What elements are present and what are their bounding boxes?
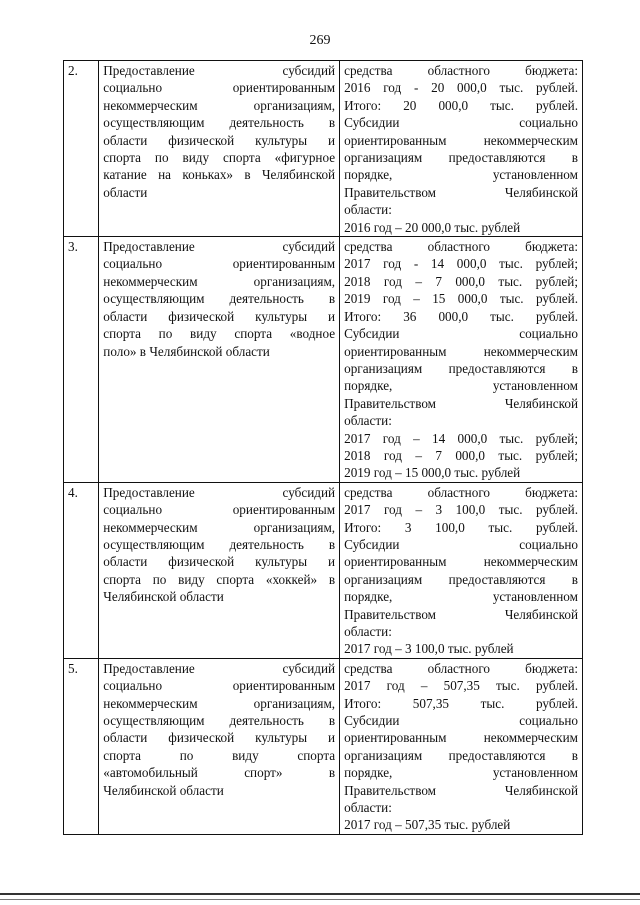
event-description-line: некоммерческим организациям, (103, 97, 336, 113)
row-number-cell (64, 482, 99, 658)
funding-line: Итого: 20 000,0 тыс. рублей. (344, 97, 578, 113)
table-row (64, 61, 583, 237)
table-row (64, 237, 583, 483)
event-description-line: области физической культуры и (103, 554, 336, 570)
row-number-cell (64, 658, 99, 834)
bottom-rule-thin (0, 899, 640, 900)
table-row (64, 482, 583, 658)
funding-line: Правительством Челябинской (344, 395, 578, 411)
event-description-line: социально ориентированным (103, 80, 336, 96)
event-description-line: катание на коньках» в Челябинской (103, 167, 336, 183)
funding-line: 2017 год – 507,35 тыс. рублей. (344, 678, 578, 694)
event-description-line: Предоставление субсидий (103, 484, 336, 500)
funding-line: Итого: 36 000,0 тыс. рублей. (344, 308, 578, 324)
event-description-cell (99, 237, 340, 483)
event-description-line: Челябинской области (103, 589, 224, 605)
event-description-line: «автомобильный спорт» в (103, 765, 336, 781)
event-description-line: спорта по виду спорта «фигурное (103, 150, 336, 166)
funding-line: Субсидии социально (344, 713, 578, 729)
funding-line: Правительством Челябинской (344, 606, 578, 622)
row-number: 3. (68, 239, 78, 255)
subsidy-table (63, 60, 583, 835)
funding-line: области: (344, 624, 392, 639)
funding-line: 2018 год – 7 000,0 тыс. рублей; (344, 447, 578, 463)
event-description-line: области (103, 184, 148, 200)
funding-cell (340, 658, 583, 834)
funding-line: 2019 год – 15 000,0 тыс. рублей (344, 465, 521, 481)
event-description-line: спорта по виду спорта (103, 747, 336, 763)
row-number: 2. (68, 63, 78, 78)
event-description-line: социально ориентированным (103, 502, 336, 518)
funding-line: 2017 год – 3 100,0 тыс. рублей. (344, 502, 578, 518)
table-row (64, 658, 583, 834)
funding-line: Субсидии социально (344, 115, 578, 131)
funding-line: 2016 год – 20 000,0 тыс. рублей (344, 219, 521, 235)
funding-line: Субсидии социально (344, 536, 578, 552)
funding-line: порядке, установленном (344, 765, 578, 781)
funding-line: средства областного бюджета: (344, 239, 578, 255)
event-description-line: спорта по виду спорта «хоккей» в (103, 571, 336, 587)
event-description-line: Предоставление субсидий (103, 239, 336, 255)
funding-cell (340, 237, 583, 483)
event-description-line: области физической культуры и (103, 132, 336, 148)
event-description-cell (99, 658, 340, 834)
funding-line: организациям предоставляются в (344, 571, 578, 587)
event-description-line: Предоставление субсидий (103, 660, 336, 676)
funding-line: 2017 год – 14 000,0 тыс. рублей; (344, 430, 578, 446)
funding-line: порядке, установленном (344, 589, 578, 605)
funding-line: Итого: 507,35 тыс. рублей. (344, 695, 578, 711)
event-description-line: некоммерческим организациям, (103, 695, 336, 711)
funding-line: ориентированным некоммерческим (344, 343, 578, 359)
event-description-line: социально ориентированным (103, 256, 336, 272)
funding-line: ориентированным некоммерческим (344, 132, 578, 148)
event-description-line: поло» в Челябинской области (103, 343, 270, 359)
event-description-line: спорта по виду спорта «водное (103, 326, 336, 342)
funding-cell (340, 61, 583, 237)
bottom-rule (0, 893, 640, 895)
event-description-line: некоммерческим организациям, (103, 519, 336, 535)
row-number-cell (64, 237, 99, 483)
funding-line: организациям предоставляются в (344, 747, 578, 763)
event-description-line: осуществляющим деятельность в (103, 536, 336, 552)
funding-line: Итого: 3 100,0 тыс. рублей. (344, 519, 578, 535)
funding-line: 2017 год - 14 000,0 тыс. рублей; (344, 256, 578, 272)
event-description-line: Челябинской области (103, 782, 224, 798)
event-description-line: Предоставление субсидий (103, 63, 336, 78)
row-number-cell (64, 61, 99, 237)
funding-line: 2017 год – 507,35 тыс. рублей (344, 817, 511, 833)
page-number: 269 (309, 33, 331, 48)
funding-line: средства областного бюджета: (344, 660, 578, 676)
funding-line: 2018 год – 7 000,0 тыс. рублей; (344, 273, 578, 289)
funding-line: 2017 год – 3 100,0 тыс. рублей (344, 641, 514, 657)
funding-line: средства областного бюджета: (344, 63, 578, 78)
funding-line: Субсидии социально (344, 326, 578, 342)
funding-line: порядке, установленном (344, 167, 578, 183)
funding-line: ориентированным некоммерческим (344, 554, 578, 570)
event-description-line: социально ориентированным (103, 678, 336, 694)
funding-line: области: (344, 800, 392, 816)
funding-line: Правительством Челябинской (344, 782, 578, 798)
row-number: 4. (68, 484, 78, 500)
funding-line: 2016 год - 20 000,0 тыс. рублей. (344, 80, 578, 96)
event-description-line: некоммерческим организациям, (103, 273, 336, 289)
funding-line: порядке, установленном (344, 378, 578, 394)
funding-line: ориентированным некоммерческим (344, 730, 578, 746)
event-description-cell (99, 61, 340, 237)
funding-cell (340, 482, 583, 658)
event-description-line: области физической культуры и (103, 730, 336, 746)
event-description-line: области физической культуры и (103, 308, 336, 324)
row-number: 5. (68, 660, 78, 676)
funding-line: 2019 год – 15 000,0 тыс. рублей. (344, 291, 578, 307)
event-description-line: осуществляющим деятельность в (103, 291, 336, 307)
funding-line: организациям предоставляются в (344, 360, 578, 376)
funding-line: Правительством Челябинской (344, 184, 578, 200)
event-description-line: осуществляющим деятельность в (103, 713, 336, 729)
funding-line: области: (344, 413, 392, 429)
funding-line: организациям предоставляются в (344, 150, 578, 166)
event-description-cell (99, 482, 340, 658)
funding-line: средства областного бюджета: (344, 484, 578, 500)
funding-line: области: (344, 202, 392, 218)
subsidy-table-body (64, 61, 583, 835)
event-description-line: осуществляющим деятельность в (103, 115, 336, 131)
